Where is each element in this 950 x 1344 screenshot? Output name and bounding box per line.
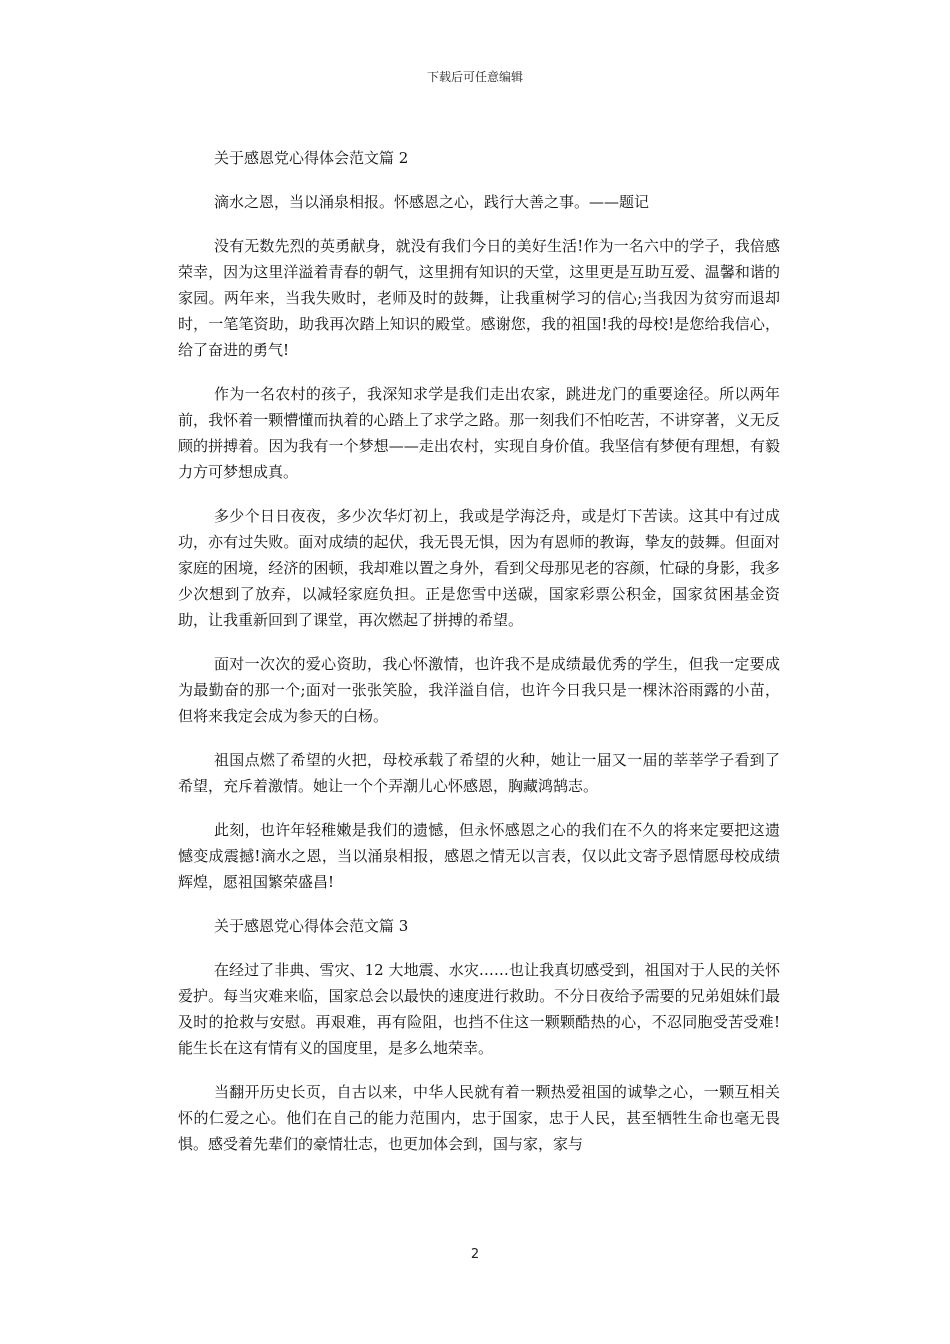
section-heading: 关于感恩党心得体会范文篇 3 bbox=[214, 917, 409, 935]
document-body bbox=[178, 145, 780, 1175]
paragraph: 没有无数先烈的英勇献身，就没有我们今日的美好生活!作为一名六中的学子，我倍感荣幸，因为这里洋溢着青春的朝气，这里拥有知识的天堂，这里更是互助互爱、温馨和谐的家园。两年来，当我失败时，老师及时的鼓舞，让我重树学习的信心;当我因为贫穷而退却时，一笔笔资助，助我再次踏上知识的殿堂。感谢您，我的祖国!我的母校!是您给我信心，给了奋进的勇气! bbox=[178, 237, 780, 359]
page-number: 2 bbox=[470, 1247, 480, 1262]
paragraph: 作为一名农村的孩子，我深知求学是我们走出农家，跳进龙门的重要途径。所以两年前，我怀着一颗懵懂而执着的心踏上了求学之路。那一刻我们不怕吃苦，不讲穿著，义无反顾的拼搏着。因为我有一个梦想——走出农村，实现自身价值。我坚信有梦便有理想，有毅力方可梦想成真。 bbox=[178, 385, 780, 481]
epigraph: 滴水之恩，当以涌泉相报。怀感恩之心，践行大善之事。——题记 bbox=[214, 193, 650, 211]
paragraph: 祖国点燃了希望的火把，母校承载了希望的火种，她让一届又一届的莘莘学子看到了希望，充斥着激情。她让一个个弄潮儿心怀感恩，胸藏鸿鹄志。 bbox=[178, 751, 780, 795]
page-header: 下载后可任意编辑 bbox=[426, 70, 523, 84]
section-heading: 关于感恩党心得体会范文篇 2 bbox=[214, 149, 409, 167]
paragraph: 面对一次次的爱心资助，我心怀激情，也许我不是成绩最优秀的学生，但我一定要成为最勤奋的那一个;面对一张张笑脸，我洋溢自信，也许今日我只是一棵沐浴雨露的小苗，但将来我定会成为参天的白杨。 bbox=[178, 655, 780, 725]
paragraph: 多少个日日夜夜，多少次华灯初上，我或是学海泛舟，或是灯下苦读。这其中有过成功，亦有过失败。面对成绩的起伏，我无畏无惧，因为有恩师的教诲，挚友的鼓舞。但面对家庭的困境，经济的困顿，我却难以置之身外，看到父母那见老的容颜，忙碌的身影，我多少次想到了放弃，以减轻家庭负担。正是您雪中送碳，国家彩票公积金，国家贫困基金资助，让我重新回到了课堂，再次燃起了拼搏的希望。 bbox=[178, 507, 780, 629]
paragraph: 在经过了非典、雪灾、12 大地震、水灾……也让我真切感受到，祖国对于人民的关怀爱护。每当灾难来临，国家总会以最快的速度进行救助。不分日夜给予需要的兄弟姐妹们最及时的抢救与安慰。再艰难，再有险阻，也挡不住这一颗颗酷热的心，不忍同胞受苦受难!能生长在这有情有义的国度里，是多么地荣幸。 bbox=[178, 961, 780, 1057]
paragraph: 此刻，也许年轻稚嫩是我们的遗憾，但永怀感恩之心的我们在不久的将来定要把这遗憾变成震撼!滴水之恩，当以涌泉相报，感恩之情无以言表，仅以此文寄予恩情愿母校成绩辉煌，愿祖国繁荣盛昌! bbox=[178, 821, 780, 891]
paragraph: 当翻开历史长页，自古以来，中华人民就有着一颗热爱祖国的诚挚之心，一颗互相关怀的仁爱之心。他们在自己的能力范围内，忠于国家，忠于人民，甚至牺牲生命也毫无畏惧。感受着先辈们的豪情壮志，也更加体会到，国与家，家与 bbox=[178, 1083, 780, 1153]
